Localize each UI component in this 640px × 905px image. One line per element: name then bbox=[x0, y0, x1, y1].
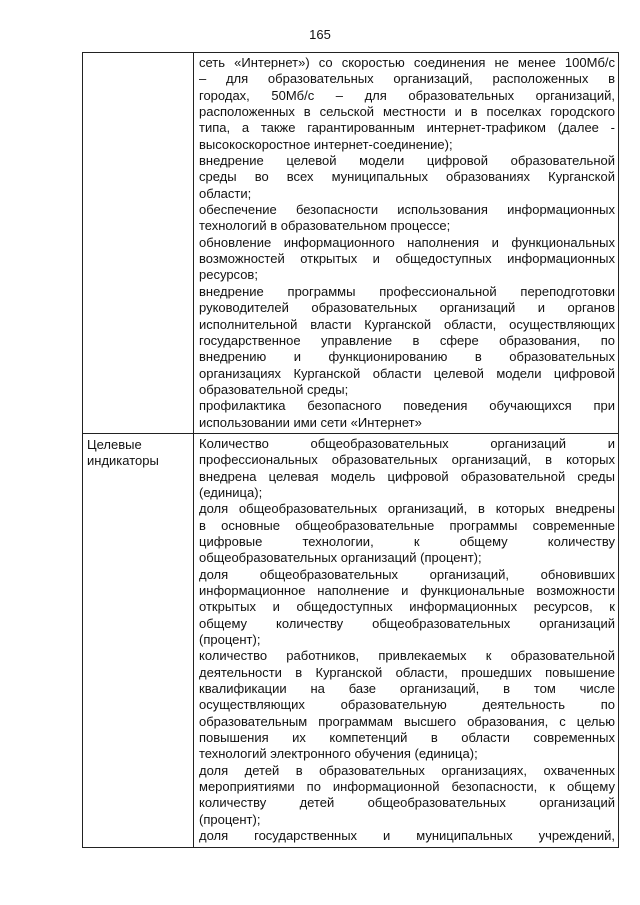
indicators-text-block bbox=[199, 436, 615, 845]
text-line: государственное управление в сфере образования, по bbox=[199, 332, 615, 348]
text-line: использовании ими сети «Интернет» bbox=[199, 414, 422, 430]
text-line: образовательной среды; bbox=[199, 381, 349, 397]
text-line: доля детей в образовательных организациях, охваченных bbox=[199, 762, 615, 778]
text-line: технологий в образовательном процессе; bbox=[199, 218, 451, 234]
text-line: возможностей открытых и общедоступных информационных bbox=[199, 251, 615, 267]
text-line: общему количеству общеобразовательных организаций bbox=[199, 615, 615, 631]
text-line: среды во всех муниципальных образованиях Курганской bbox=[199, 169, 615, 185]
tasks-text-block bbox=[199, 55, 615, 431]
text-line: в основные общеобразовательные программы современные bbox=[199, 517, 615, 533]
text-line: квалификации на базе организаций, в том числе bbox=[199, 681, 615, 697]
row-content-tasks bbox=[194, 53, 619, 434]
text-line: цифровые технологии, к общему количеству bbox=[199, 533, 615, 549]
text-line: области; bbox=[199, 185, 252, 201]
text-line: осуществляющих образовательную деятельность по bbox=[199, 697, 615, 713]
row-label-empty bbox=[83, 53, 194, 434]
page-number: 165 bbox=[309, 27, 331, 42]
text-line: внедрение программы профессиональной переподготовки bbox=[199, 283, 615, 299]
text-line: мероприятиями по информационной безопасности, к общему bbox=[199, 779, 615, 795]
text-line: высокоскоростное интернет-соединение); bbox=[199, 136, 453, 152]
text-line: ресурсов; bbox=[199, 267, 258, 283]
text-line: исполнительной власти Курганской области, осуществляющих bbox=[199, 316, 615, 332]
text-line: количеству детей общеобразовательных организаций bbox=[199, 795, 615, 811]
text-line: – для образовательных организаций, расположенных в bbox=[199, 71, 615, 87]
text-line: обновление информационного наполнения и функциональных bbox=[199, 234, 615, 250]
text-line: обеспечение безопасности использования информационных bbox=[199, 202, 615, 218]
text-line: Количество общеобразовательных организаций и bbox=[199, 435, 615, 451]
text-line: внедрение целевой модели цифровой образовательной bbox=[199, 153, 615, 169]
text-line: организациях Курганской области целевой модели цифровой bbox=[199, 365, 615, 381]
text-line: внедрена целевая модель цифровой образовательной среды bbox=[199, 468, 615, 484]
text-line: руководителей образовательных организаций и органов bbox=[199, 300, 615, 316]
text-line: профилактика безопасного поведения обучающихся при bbox=[199, 398, 615, 414]
table-row-tasks-continued bbox=[83, 53, 619, 434]
text-line: (единица); bbox=[199, 484, 263, 500]
text-line: образовательным программам высшего образования, с целью bbox=[199, 713, 615, 729]
text-line: количество работников, привлекаемых к образовательной bbox=[199, 648, 615, 664]
text-line: внедрению и функционированию в образовательных bbox=[199, 349, 615, 365]
text-line: городах, 50Мб/с – для образовательных организаций, bbox=[199, 87, 615, 103]
text-line: общеобразовательных организаций (процент); bbox=[199, 550, 482, 566]
text-line: информационное наполнение и функциональные возможности bbox=[199, 583, 615, 598]
text-line: деятельности в Курганской области, прошедших повышение bbox=[199, 664, 615, 680]
text-line: профессиональных образовательных организаций, в которых bbox=[199, 452, 615, 468]
text-line: (процент); bbox=[199, 632, 261, 648]
text-line: доля общеобразовательных организаций, обновивших bbox=[199, 566, 615, 582]
row-content-indicators bbox=[194, 433, 619, 847]
label-line: индикаторы bbox=[87, 452, 159, 468]
text-line: доля государственных и муниципальных учреждений, bbox=[199, 828, 615, 844]
label-line: Целевые bbox=[87, 436, 142, 452]
text-line: типа, а также гарантированным интернет-трафиком (далее - bbox=[199, 120, 615, 136]
text-line: сеть «Интернет») со скоростью соединения не менее 100Мб/с bbox=[199, 55, 615, 70]
text-line: повышения их компетенций в области современных bbox=[199, 730, 615, 746]
text-line: (процент); bbox=[199, 811, 261, 827]
text-line: открытых и общедоступных информационных ресурсов, к bbox=[199, 599, 615, 615]
row-label-target-indicators bbox=[83, 433, 194, 847]
text-line: расположенных в сельской местности и в поселках городского bbox=[199, 104, 615, 120]
table-row-target-indicators bbox=[83, 433, 619, 847]
text-line: технологий электронного обучения (единица); bbox=[199, 746, 478, 762]
text-line: доля общеобразовательных организаций, в которых внедрены bbox=[199, 501, 615, 517]
document-table bbox=[82, 52, 619, 848]
